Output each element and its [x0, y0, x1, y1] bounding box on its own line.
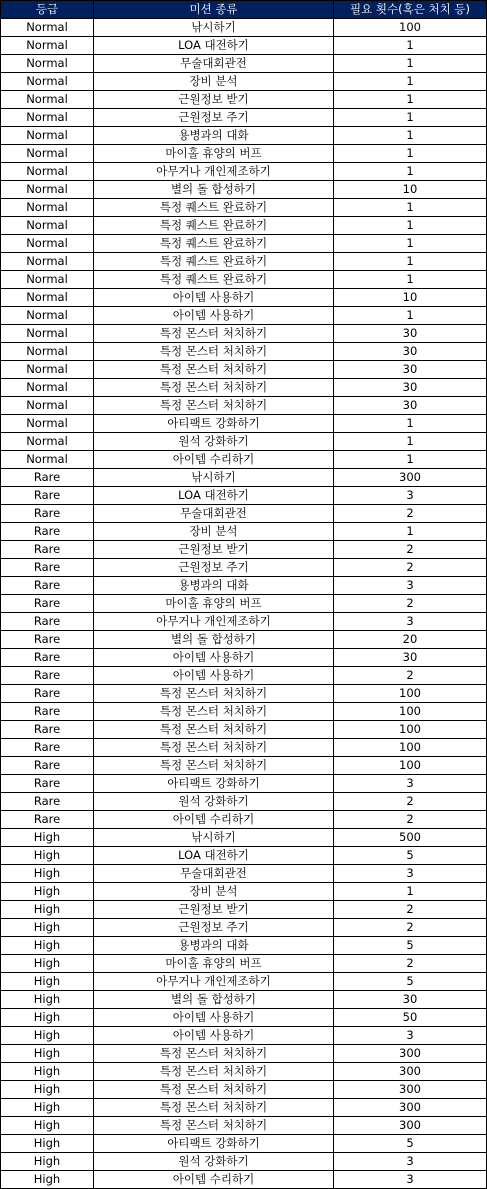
cell-grade: High: [1, 847, 94, 865]
cell-mission-type: 아이템 수리하기: [94, 451, 334, 469]
header-mission-type: 미션 종류: [94, 1, 334, 19]
cell-required-count: 20: [334, 631, 487, 649]
cell-grade: Normal: [1, 307, 94, 325]
cell-mission-type: 아무거나 개인제조하기: [94, 973, 334, 991]
header-grade: 등급: [1, 1, 94, 19]
cell-mission-type: 특정 몬스터 처치하기: [94, 1117, 334, 1135]
table-row: [1, 1063, 487, 1081]
table-row: [1, 1081, 487, 1099]
table-row: [1, 379, 487, 397]
cell-required-count: 1: [334, 73, 487, 91]
cell-required-count: 50: [334, 1009, 487, 1027]
cell-required-count: 2: [334, 811, 487, 829]
cell-grade: Rare: [1, 577, 94, 595]
cell-grade: Normal: [1, 253, 94, 271]
cell-grade: Normal: [1, 127, 94, 145]
table-row: [1, 541, 487, 559]
cell-mission-type: 아티팩트 강화하기: [94, 775, 334, 793]
cell-grade: Normal: [1, 361, 94, 379]
cell-required-count: 3: [334, 1153, 487, 1171]
cell-mission-type: LOA 대전하기: [94, 487, 334, 505]
cell-mission-type: 아이템 수리하기: [94, 811, 334, 829]
table-row: [1, 271, 487, 289]
cell-mission-type: 아이템 사용하기: [94, 1027, 334, 1045]
cell-mission-type: 용병과의 대화: [94, 577, 334, 595]
cell-grade: Rare: [1, 793, 94, 811]
cell-grade: Rare: [1, 775, 94, 793]
table-row: [1, 109, 487, 127]
cell-required-count: 1: [334, 217, 487, 235]
cell-required-count: 2: [334, 541, 487, 559]
cell-required-count: 30: [334, 361, 487, 379]
table-row: [1, 955, 487, 973]
cell-required-count: 1: [334, 199, 487, 217]
cell-required-count: 3: [334, 487, 487, 505]
cell-mission-type: 아이템 사용하기: [94, 289, 334, 307]
table-row: [1, 415, 487, 433]
table-row: [1, 217, 487, 235]
cell-mission-type: 근원정보 받기: [94, 541, 334, 559]
cell-required-count: 300: [334, 469, 487, 487]
cell-mission-type: 특정 몬스터 처치하기: [94, 1063, 334, 1081]
cell-grade: Rare: [1, 685, 94, 703]
table-row: [1, 199, 487, 217]
cell-grade: Normal: [1, 91, 94, 109]
cell-required-count: 300: [334, 1117, 487, 1135]
table-row: [1, 1045, 487, 1063]
cell-grade: Rare: [1, 811, 94, 829]
cell-required-count: 2: [334, 901, 487, 919]
table-row: [1, 1009, 487, 1027]
cell-required-count: 1: [334, 523, 487, 541]
table-row: [1, 793, 487, 811]
cell-mission-type: 특정 몬스터 처치하기: [94, 721, 334, 739]
table-row: [1, 37, 487, 55]
cell-mission-type: 원석 강화하기: [94, 433, 334, 451]
cell-grade: Rare: [1, 595, 94, 613]
table-body: [1, 19, 487, 1189]
table-row: [1, 919, 487, 937]
cell-grade: Rare: [1, 559, 94, 577]
cell-grade: Rare: [1, 739, 94, 757]
cell-grade: Normal: [1, 271, 94, 289]
cell-grade: Rare: [1, 487, 94, 505]
cell-required-count: 1: [334, 433, 487, 451]
cell-required-count: 1: [334, 235, 487, 253]
table-row: [1, 1153, 487, 1171]
cell-mission-type: 특정 몬스터 처치하기: [94, 685, 334, 703]
cell-grade: High: [1, 937, 94, 955]
cell-grade: High: [1, 1027, 94, 1045]
table-row: [1, 703, 487, 721]
cell-mission-type: 특정 몬스터 처치하기: [94, 397, 334, 415]
cell-required-count: 30: [334, 379, 487, 397]
table-row: [1, 253, 487, 271]
cell-grade: Normal: [1, 433, 94, 451]
table-row: [1, 91, 487, 109]
table-row: [1, 1135, 487, 1153]
cell-mission-type: 낚시하기: [94, 19, 334, 37]
cell-required-count: 100: [334, 703, 487, 721]
table-row: [1, 847, 487, 865]
cell-mission-type: 장비 분석: [94, 523, 334, 541]
cell-required-count: 2: [334, 505, 487, 523]
cell-grade: High: [1, 973, 94, 991]
cell-grade: High: [1, 901, 94, 919]
cell-mission-type: 아무거나 개인제조하기: [94, 163, 334, 181]
cell-mission-type: 장비 분석: [94, 73, 334, 91]
cell-mission-type: 특정 퀘스트 완료하기: [94, 199, 334, 217]
table-row: [1, 577, 487, 595]
table-row: [1, 397, 487, 415]
table-row: [1, 343, 487, 361]
cell-mission-type: LOA 대전하기: [94, 847, 334, 865]
cell-grade: Rare: [1, 757, 94, 775]
cell-grade: Normal: [1, 181, 94, 199]
cell-grade: High: [1, 1081, 94, 1099]
cell-mission-type: 장비 분석: [94, 883, 334, 901]
table-row: [1, 1117, 487, 1135]
cell-grade: Normal: [1, 19, 94, 37]
cell-required-count: 3: [334, 613, 487, 631]
cell-mission-type: 특정 몬스터 처치하기: [94, 1081, 334, 1099]
table-row: [1, 433, 487, 451]
table-row: [1, 1171, 487, 1189]
cell-grade: Normal: [1, 37, 94, 55]
cell-required-count: 10: [334, 181, 487, 199]
cell-grade: High: [1, 1009, 94, 1027]
cell-required-count: 3: [334, 775, 487, 793]
cell-grade: Normal: [1, 235, 94, 253]
table-row: [1, 181, 487, 199]
cell-mission-type: 낚시하기: [94, 829, 334, 847]
cell-grade: Rare: [1, 613, 94, 631]
table-row: [1, 721, 487, 739]
cell-mission-type: 특정 몬스터 처치하기: [94, 739, 334, 757]
cell-mission-type: 근원정보 주기: [94, 919, 334, 937]
cell-required-count: 5: [334, 847, 487, 865]
cell-grade: Rare: [1, 703, 94, 721]
cell-grade: Normal: [1, 109, 94, 127]
cell-grade: Rare: [1, 631, 94, 649]
cell-grade: Normal: [1, 397, 94, 415]
cell-grade: Rare: [1, 667, 94, 685]
cell-mission-type: 근원정보 받기: [94, 901, 334, 919]
cell-grade: High: [1, 1099, 94, 1117]
cell-mission-type: 별의 돌 합성하기: [94, 991, 334, 1009]
table-row: [1, 865, 487, 883]
table-row: [1, 163, 487, 181]
table-row: [1, 595, 487, 613]
table-row: [1, 685, 487, 703]
table-row: [1, 325, 487, 343]
cell-grade: Rare: [1, 541, 94, 559]
cell-mission-type: 근원정보 받기: [94, 91, 334, 109]
table-row: [1, 55, 487, 73]
cell-grade: Normal: [1, 217, 94, 235]
cell-mission-type: 무술대회관전: [94, 505, 334, 523]
table-row: [1, 1027, 487, 1045]
cell-mission-type: 용병과의 대화: [94, 127, 334, 145]
cell-mission-type: 원석 강화하기: [94, 793, 334, 811]
cell-required-count: 30: [334, 649, 487, 667]
cell-mission-type: 특정 몬스터 처치하기: [94, 1099, 334, 1117]
table-row: [1, 487, 487, 505]
table-row: [1, 127, 487, 145]
cell-mission-type: 무술대회관전: [94, 865, 334, 883]
cell-grade: Normal: [1, 343, 94, 361]
cell-grade: Rare: [1, 469, 94, 487]
cell-required-count: 3: [334, 865, 487, 883]
cell-required-count: 1: [334, 127, 487, 145]
cell-required-count: 1: [334, 109, 487, 127]
cell-required-count: 3: [334, 577, 487, 595]
cell-grade: Normal: [1, 199, 94, 217]
cell-required-count: 1: [334, 883, 487, 901]
cell-grade: Normal: [1, 73, 94, 91]
cell-required-count: 2: [334, 667, 487, 685]
cell-mission-type: 마이홀 휴양의 버프: [94, 955, 334, 973]
cell-required-count: 1: [334, 163, 487, 181]
table-row: [1, 73, 487, 91]
cell-mission-type: 아티팩트 강화하기: [94, 415, 334, 433]
cell-required-count: 300: [334, 1045, 487, 1063]
cell-mission-type: 특정 퀘스트 완료하기: [94, 253, 334, 271]
table-row: [1, 469, 487, 487]
cell-grade: High: [1, 829, 94, 847]
cell-grade: Rare: [1, 649, 94, 667]
header-required-count: 필요 횟수(혹은 처치 등): [334, 1, 487, 19]
cell-mission-type: 특정 몬스터 처치하기: [94, 361, 334, 379]
table-row: [1, 811, 487, 829]
cell-mission-type: 별의 돌 합성하기: [94, 631, 334, 649]
cell-grade: Normal: [1, 415, 94, 433]
cell-required-count: 1: [334, 451, 487, 469]
cell-required-count: 1: [334, 145, 487, 163]
table-row: [1, 901, 487, 919]
table-row: [1, 1099, 487, 1117]
cell-grade: Rare: [1, 721, 94, 739]
cell-mission-type: 아티팩트 강화하기: [94, 1135, 334, 1153]
cell-grade: Normal: [1, 451, 94, 469]
cell-mission-type: LOA 대전하기: [94, 37, 334, 55]
cell-required-count: 2: [334, 559, 487, 577]
cell-required-count: 1: [334, 271, 487, 289]
cell-mission-type: 낚시하기: [94, 469, 334, 487]
cell-grade: High: [1, 865, 94, 883]
table-row: [1, 613, 487, 631]
cell-grade: High: [1, 1117, 94, 1135]
cell-mission-type: 마이홀 휴양의 버프: [94, 145, 334, 163]
table-row: [1, 991, 487, 1009]
cell-grade: High: [1, 1135, 94, 1153]
cell-required-count: 30: [334, 991, 487, 1009]
cell-required-count: 300: [334, 1099, 487, 1117]
cell-required-count: 30: [334, 397, 487, 415]
header-row: [1, 1, 487, 19]
cell-mission-type: 마이홀 휴양의 버프: [94, 595, 334, 613]
cell-grade: Rare: [1, 523, 94, 541]
cell-grade: Normal: [1, 145, 94, 163]
cell-mission-type: 아이템 수리하기: [94, 1171, 334, 1189]
cell-grade: High: [1, 1045, 94, 1063]
cell-required-count: 5: [334, 1135, 487, 1153]
table-row: [1, 145, 487, 163]
table-row: [1, 523, 487, 541]
cell-mission-type: 원석 강화하기: [94, 1153, 334, 1171]
cell-required-count: 300: [334, 1063, 487, 1081]
cell-required-count: 1: [334, 415, 487, 433]
cell-grade: Normal: [1, 163, 94, 181]
cell-required-count: 3: [334, 1171, 487, 1189]
cell-mission-type: 특정 퀘스트 완료하기: [94, 217, 334, 235]
cell-grade: Normal: [1, 55, 94, 73]
cell-required-count: 2: [334, 955, 487, 973]
cell-grade: High: [1, 991, 94, 1009]
table-row: [1, 667, 487, 685]
table-row: [1, 235, 487, 253]
cell-mission-type: 용병과의 대화: [94, 937, 334, 955]
cell-required-count: 100: [334, 757, 487, 775]
table-row: [1, 505, 487, 523]
table-row: [1, 289, 487, 307]
cell-required-count: 500: [334, 829, 487, 847]
table-row: [1, 631, 487, 649]
table-row: [1, 307, 487, 325]
cell-required-count: 100: [334, 739, 487, 757]
table-row: [1, 883, 487, 901]
cell-required-count: 3: [334, 1027, 487, 1045]
cell-required-count: 100: [334, 19, 487, 37]
cell-required-count: 30: [334, 325, 487, 343]
cell-grade: High: [1, 883, 94, 901]
cell-required-count: 1: [334, 91, 487, 109]
table-row: [1, 451, 487, 469]
table-row: [1, 559, 487, 577]
cell-mission-type: 특정 몬스터 처치하기: [94, 703, 334, 721]
cell-required-count: 2: [334, 919, 487, 937]
cell-mission-type: 근원정보 주기: [94, 109, 334, 127]
table-row: [1, 19, 487, 37]
cell-grade: High: [1, 1063, 94, 1081]
cell-grade: High: [1, 1171, 94, 1189]
cell-grade: High: [1, 955, 94, 973]
cell-mission-type: 특정 몬스터 처치하기: [94, 757, 334, 775]
table-row: [1, 739, 487, 757]
cell-grade: High: [1, 1153, 94, 1171]
cell-required-count: 100: [334, 721, 487, 739]
cell-mission-type: 특정 퀘스트 완료하기: [94, 271, 334, 289]
table-row: [1, 829, 487, 847]
cell-mission-type: 아이템 사용하기: [94, 307, 334, 325]
cell-required-count: 1: [334, 55, 487, 73]
cell-required-count: 1: [334, 253, 487, 271]
cell-grade: Normal: [1, 325, 94, 343]
cell-required-count: 5: [334, 937, 487, 955]
cell-mission-type: 아이템 사용하기: [94, 1009, 334, 1027]
cell-mission-type: 아무거나 개인제조하기: [94, 613, 334, 631]
cell-required-count: 10: [334, 289, 487, 307]
cell-grade: Rare: [1, 505, 94, 523]
cell-grade: High: [1, 919, 94, 937]
cell-grade: Normal: [1, 379, 94, 397]
cell-required-count: 300: [334, 1081, 487, 1099]
cell-required-count: 2: [334, 793, 487, 811]
cell-mission-type: 근원정보 주기: [94, 559, 334, 577]
cell-mission-type: 특정 몬스터 처치하기: [94, 1045, 334, 1063]
cell-required-count: 100: [334, 685, 487, 703]
cell-required-count: 5: [334, 973, 487, 991]
cell-mission-type: 특정 몬스터 처치하기: [94, 325, 334, 343]
table-row: [1, 937, 487, 955]
table-row: [1, 361, 487, 379]
table-row: [1, 973, 487, 991]
cell-mission-type: 아이템 사용하기: [94, 667, 334, 685]
cell-mission-type: 특정 퀘스트 완료하기: [94, 235, 334, 253]
cell-required-count: 2: [334, 595, 487, 613]
cell-required-count: 1: [334, 37, 487, 55]
cell-required-count: 1: [334, 307, 487, 325]
cell-mission-type: 무술대회관전: [94, 55, 334, 73]
cell-mission-type: 별의 돌 합성하기: [94, 181, 334, 199]
cell-grade: Normal: [1, 289, 94, 307]
cell-mission-type: 특정 몬스터 처치하기: [94, 343, 334, 361]
table-row: [1, 757, 487, 775]
cell-mission-type: 아이템 사용하기: [94, 649, 334, 667]
table-row: [1, 649, 487, 667]
cell-required-count: 30: [334, 343, 487, 361]
table-row: [1, 775, 487, 793]
cell-mission-type: 특정 몬스터 처치하기: [94, 379, 334, 397]
